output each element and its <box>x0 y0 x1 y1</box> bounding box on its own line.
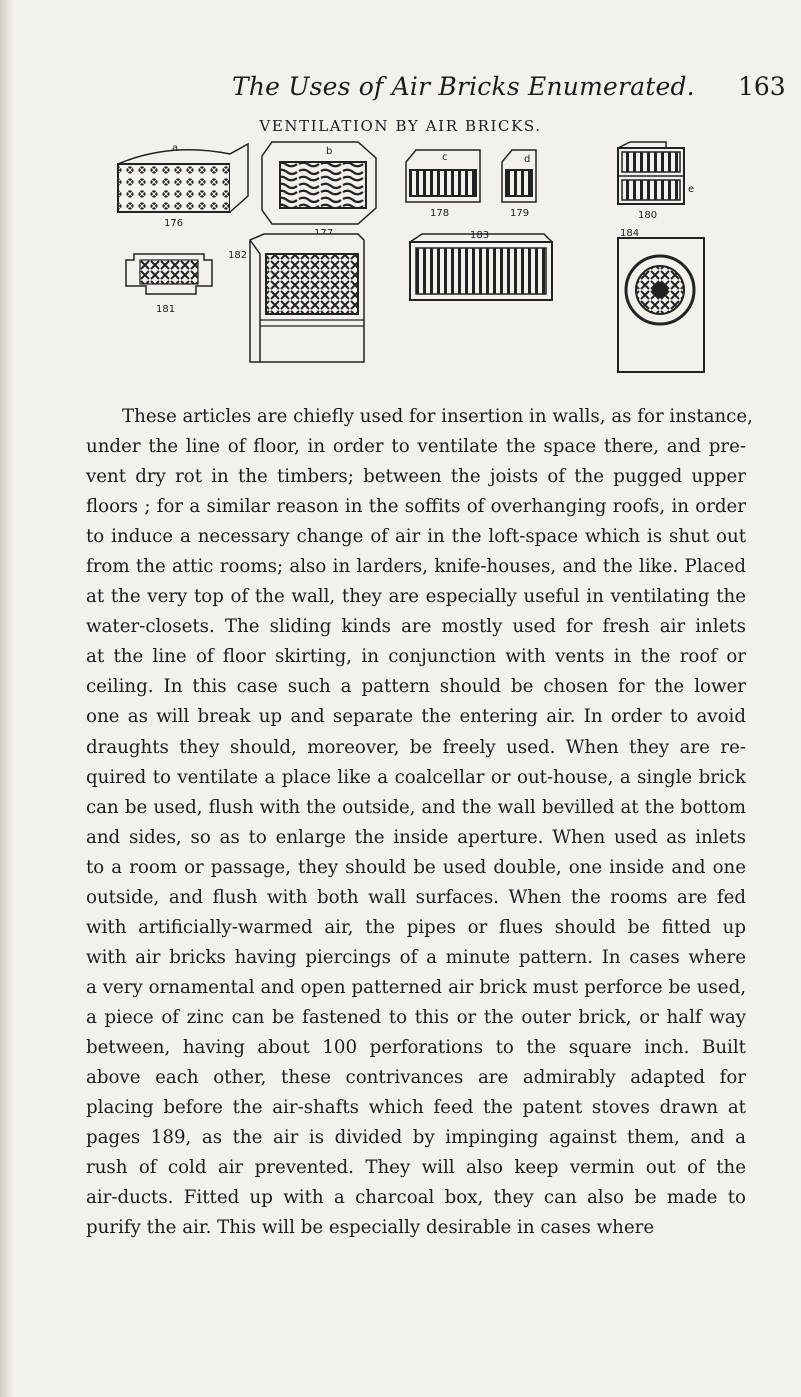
air-brick-176 <box>118 143 248 229</box>
text-line: one as will break up and separate the entering air. In order to avoid <box>86 706 746 728</box>
text-line: These articles are chiefly used for insertion in walls, as for instance, <box>122 406 753 427</box>
label-letter-b: b <box>326 146 333 157</box>
body-paragraph <box>86 402 753 1243</box>
text-line: under the line of floor, in order to ventilate the space there, and pre- <box>86 436 746 458</box>
label-178: 178 <box>430 208 450 219</box>
text-line: outside, and flush with both wall surfaces. When the rooms are fed <box>86 886 746 908</box>
label-181: 181 <box>156 304 176 315</box>
text-line: above each other, these contrivances are admirably adapted for <box>86 1067 746 1089</box>
air-brick-180 <box>618 142 694 221</box>
page-number: 163 <box>738 72 786 101</box>
text-line: placing before the air-shafts which feed the patent stoves drawn at <box>86 1097 746 1119</box>
text-line: with artificially-warmed air, the pipes or flues should be fitted up <box>86 916 746 938</box>
text-line: can be used, flush with the outside, and the wall bevilled at the bottom <box>86 796 746 818</box>
text-line: purify the air. This will be especially desirable in cases where <box>86 1217 655 1239</box>
text-line: with air bricks having piercings of a minute pattern. In cases where <box>86 946 746 968</box>
label-letter-d: d <box>524 154 531 165</box>
running-title: The Uses of Air Bricks Enumerated. <box>232 72 695 101</box>
text-line: ceiling. In this case such a pattern should be chosen for the lower <box>86 676 746 698</box>
text-line: between, having about 100 perforations to the square inch. Built <box>86 1036 746 1058</box>
label-180: 180 <box>638 210 658 221</box>
text-line: draughts they should, moreover, be freely used. When they are re- <box>86 736 746 758</box>
air-brick-179 <box>502 150 536 219</box>
text-line: rush of cold air prevented. They will also keep vermin out of the <box>86 1157 746 1179</box>
text-line: water-closets. The sliding kinds are mostly used for fresh air inlets <box>86 616 746 638</box>
label-176: 176 <box>164 218 184 229</box>
label-183: 183 <box>470 230 490 241</box>
air-bricks-figure <box>100 140 760 390</box>
text-line: to induce a necessary change of air in the loft-space which is shut out <box>86 526 746 548</box>
text-line: at the very top of the wall, they are especially useful in ventilating the <box>86 586 746 608</box>
air-brick-181 <box>126 254 212 315</box>
label-letter-c: c <box>442 152 448 163</box>
label-182: 182 <box>228 250 248 261</box>
label-179: 179 <box>510 208 530 219</box>
figure-caption: VENTILATION BY AIR BRICKS. <box>259 117 542 135</box>
text-line: a very ornamental and open patterned air brick must perforce be used, <box>86 976 746 998</box>
page-gutter-shadow <box>0 0 14 1397</box>
text-line: quired to ventilate a place like a coalcellar or out-house, a single brick <box>86 766 746 788</box>
text-line: vent dry rot in the timbers; between the joists of the pugged upper <box>86 466 746 488</box>
text-line: a piece of zinc can be fastened to this or the outer brick, or half way <box>86 1006 746 1028</box>
page-header <box>0 72 801 112</box>
label-letter-e: e <box>688 184 695 195</box>
text-line: pages 189, as the air is divided by impinging against them, and a <box>86 1127 746 1149</box>
air-bricks-illustration <box>100 140 760 390</box>
text-line: air-ducts. Fitted up with a charcoal box, they can also be made to <box>86 1187 746 1209</box>
label-letter-a: a <box>172 143 179 154</box>
air-brick-184 <box>618 228 704 372</box>
text-line: floors ; for a similar reason in the soffits of overhanging roofs, in order <box>86 496 746 518</box>
text-line: to a room or passage, they should be used double, one inside and one <box>86 856 746 878</box>
text-line: from the attic rooms; also in larders, knife-houses, and the like. Placed <box>86 556 746 578</box>
text-line: and sides, so as to enlarge the inside aperture. When used as inlets <box>86 826 746 848</box>
air-brick-183 <box>410 230 552 300</box>
air-brick-178 <box>406 150 480 219</box>
air-brick-177 <box>262 142 376 239</box>
text-line: at the line of floor skirting, in conjunction with vents in the roof or <box>86 646 746 668</box>
label-184: 184 <box>620 228 640 239</box>
air-brick-182 <box>228 234 364 362</box>
